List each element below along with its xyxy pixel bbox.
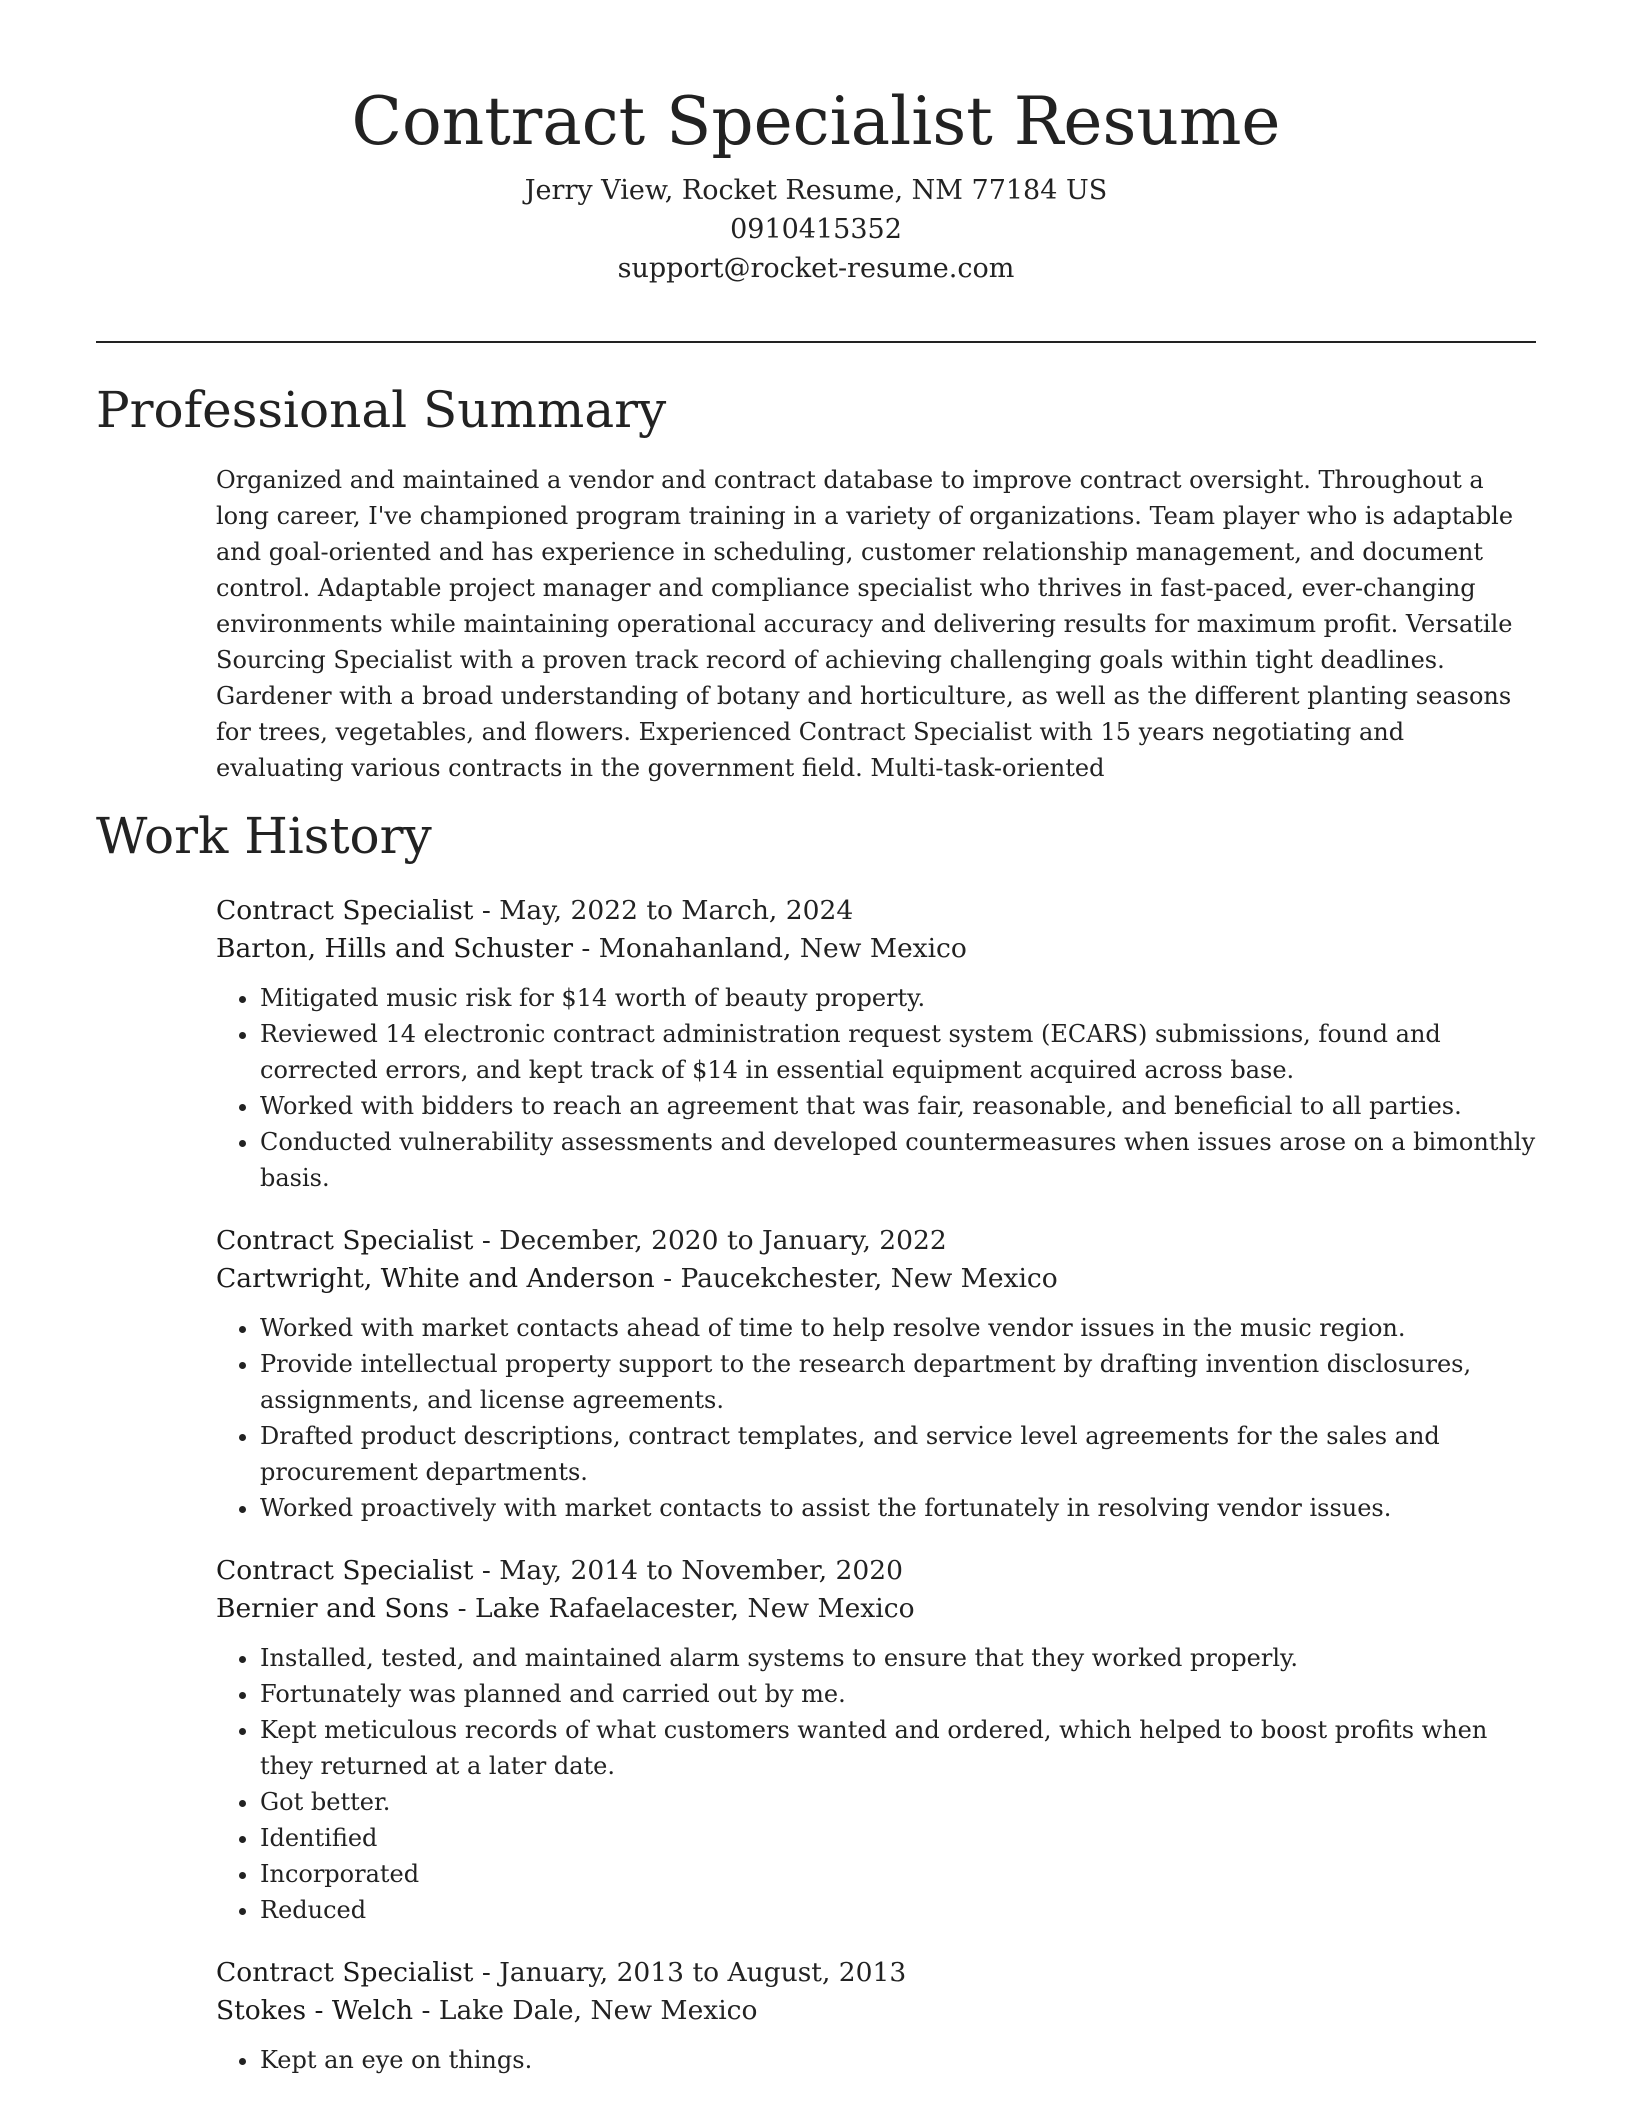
contact-email: support@rocket-resume.com	[617, 253, 1015, 285]
job-title: Contract Specialist	[216, 1957, 474, 1988]
job-bullet: • Worked with market contacts ahead of time to help resolve vendor issues in the music region.	[260, 1310, 1536, 1346]
job-company-line	[216, 1260, 1536, 1298]
job-bullet: • Worked proactively with market contacts to assist the fortunately in resolving vendor issues.	[260, 1490, 1536, 1526]
job-bullet: • Mitigated music risk for $14 worth of beauty property.	[260, 980, 1536, 1016]
work-history-list	[216, 892, 1536, 2104]
job-dates: - December, 2020 to January, 2022	[473, 1225, 947, 1256]
job-bullets	[216, 2042, 1536, 2078]
job-title: Contract Specialist	[216, 1555, 474, 1586]
job-bullet: • Got better.	[260, 1784, 1536, 1820]
job-company-line	[216, 930, 1536, 968]
job-bullet: • Fortunately was planned and carried out by me.	[260, 1676, 1536, 1712]
job-entry	[216, 892, 1536, 1196]
job-title-line	[216, 1552, 1536, 1590]
contact-phone: 0910415352	[730, 214, 902, 246]
job-bullet: • Identified	[260, 1820, 1536, 1856]
job-bullet: • Conducted vulnerability assessments and developed countermeasures when issues arose on a bimonthly basis.	[260, 1124, 1536, 1196]
header-divider	[96, 341, 1536, 343]
job-bullet: • Kept an eye on things.	[260, 2042, 1536, 2078]
job-entry	[216, 1552, 1536, 1928]
job-bullet: • Installed, tested, and maintained alarm systems to ensure that they worked properly.	[260, 1640, 1536, 1676]
job-entry	[216, 1222, 1536, 1526]
job-title: Contract Specialist	[216, 895, 474, 926]
job-location: - Paucekchester, New Mexico	[654, 1263, 1058, 1294]
work-history-heading: Work History	[96, 807, 432, 865]
contact-address: Jerry View, Rocket Resume, NM 77184 US	[524, 175, 1108, 207]
contact-info	[96, 171, 1536, 288]
summary-heading: Professional Summary	[96, 381, 667, 439]
job-dates: - May, 2022 to March, 2024	[473, 895, 854, 926]
job-title: Contract Specialist	[216, 1225, 474, 1256]
job-company: Bernier and Sons	[216, 1593, 450, 1624]
job-location: - Lake Rafaelacester, New Mexico	[449, 1593, 915, 1624]
job-bullet: • Reduced	[260, 1892, 1536, 1928]
job-bullet: • Kept meticulous records of what customers wanted and ordered, which helped to boost profits when they returned at a later date.	[260, 1712, 1536, 1784]
job-bullet: • Worked with bidders to reach an agreement that was fair, reasonable, and beneficial to all parties.	[260, 1088, 1536, 1124]
job-title-line	[216, 1954, 1536, 1992]
resume-title: Contract Specialist Resume	[351, 83, 1281, 160]
job-company: Cartwright, White and Anderson	[216, 1263, 655, 1294]
job-dates: - January, 2013 to August, 2013	[473, 1957, 907, 1988]
job-bullet: • Incorporated	[260, 1856, 1536, 1892]
job-entry	[216, 1954, 1536, 2078]
job-company-line	[216, 1590, 1536, 1628]
job-company-line	[216, 1992, 1536, 2030]
summary-text: Organized and maintained a vendor and contract database to improve contract oversight. Throughout a long career, I've championed program training in a variety of organizations. Team player who is adaptable and goal-oriented and has experience in scheduling, customer relationship management, and document control. Adaptable project manager and compliance specialist who thrives in fast-paced, ever-changing environments while maintaining operational accuracy and delivering results for maximum profit. Versatile Sourcing Specialist with a proven track record of achieving challenging goals within tight deadlines. Gardener with a broad understanding of botany and horticulture, as well as the different planting seasons for trees, vegetables, and flowers. Experienced Contract Specialist with 15 years negotiating and evaluating various contracts in the government field. Multi-task-oriented	[216, 466, 1514, 782]
job-bullets	[216, 1640, 1536, 1928]
resume-header	[96, 82, 1536, 288]
job-location: - Lake Dale, New Mexico	[413, 1995, 758, 2026]
job-location: - Monahanland, New Mexico	[573, 933, 967, 964]
job-bullets	[216, 980, 1536, 1196]
job-bullet: • Provide intellectual property support to the research department by drafting invention disclosures, assignments, and license agreements.	[260, 1346, 1536, 1418]
job-bullet: • Drafted product descriptions, contract templates, and service level agreements for the sales and procurement departments.	[260, 1418, 1536, 1490]
job-bullets	[216, 1310, 1536, 1526]
job-dates: - May, 2014 to November, 2020	[473, 1555, 903, 1586]
job-company: Barton, Hills and Schuster	[216, 933, 573, 964]
job-title-line	[216, 1222, 1536, 1260]
job-title-line	[216, 892, 1536, 930]
job-bullet: • Reviewed 14 electronic contract administration request system (ECARS) submissions, found and corrected errors, and kept track of $14 in essential equipment acquired across base.	[260, 1016, 1536, 1088]
job-company: Stokes - Welch	[216, 1995, 414, 2026]
